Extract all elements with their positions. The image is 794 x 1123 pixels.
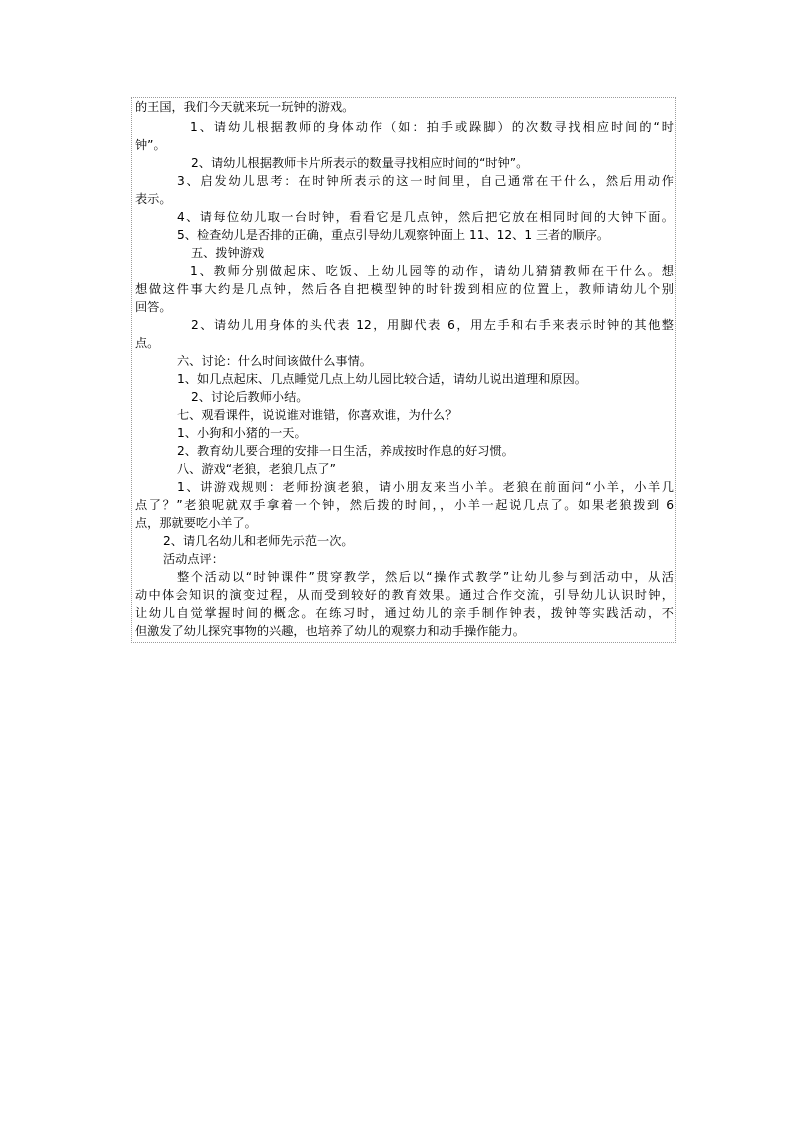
text-line: 钟”。 [135, 138, 166, 152]
text-line: 整个活动以“时钟课件”贯穿教学，然后以“操作式教学”让幼儿参与到活动中，从活 [177, 570, 674, 584]
text-line: 八、游戏“老狼，老狼几点了” [177, 462, 336, 476]
text-line: 五、拨钟游戏 [191, 246, 265, 260]
text-line: 七、观看课件，说说谁对谁错，你喜欢谁，为什么？ [177, 408, 458, 422]
text-line: 2、请幼儿用身体的头代表 12，用脚代表 6，用左手和右手来表示时钟的其他整 [191, 318, 674, 332]
text-line: 2、请几名幼儿和老师先示范一次。 [163, 534, 354, 548]
text-line: 表示。 [135, 192, 172, 206]
text-line: 活动点评： [163, 552, 224, 566]
text-line: 1、请幼儿根据教师的身体动作（如：拍手或跺脚）的次数寻找相应时间的“时 [190, 120, 674, 134]
lesson-text-box [131, 97, 676, 643]
text-line: 2、讨论后教师小结。 [191, 390, 309, 404]
text-line: 点了？”老狼呢就双手拿着一个钟，然后拨的时间，，小羊一起说几点了。如果老狼拨到 6 [135, 498, 674, 512]
text-line: 1、教师分别做起床、吃饭、上幼儿园等的动作，请幼儿猜猜教师在干什么。想 [190, 264, 674, 278]
text-line: 点。 [135, 336, 160, 350]
text-line: 5、检查幼儿是否排的正确，重点引导幼儿观察钟面上 11、12、1 三者的顺序。 [177, 228, 610, 242]
text-line: 让幼儿自觉掌握时间的概念。在练习时，通过幼儿的亲手制作钟表，拨钟等实践活动，不 [135, 606, 674, 620]
text-line: 动中体会知识的演变过程，从而受到较好的教育效果。通过合作交流，引导幼儿认识时钟， [135, 588, 674, 602]
text-line: 的王国，我们今天就来玩一玩钟的游戏。 [135, 100, 355, 114]
text-line: 2、教育幼儿要合理的安排一日生活，养成按时作息的好习惯。 [177, 444, 514, 458]
text-line: 1、小狗和小猪的一天。 [177, 426, 307, 440]
text-line: 六、讨论：什么时间该做什么事情。 [177, 354, 372, 368]
text-line: 点，那就要吃小羊了。 [135, 516, 257, 530]
text-line: 但激发了幼儿探究事物的兴趣，也培养了幼儿的观察力和动手操作能力。 [135, 624, 525, 638]
text-line: 想做这件事大约是几点钟，然后各自把模型钟的时针拨到相应的位置上，教师请幼儿个别 [135, 282, 674, 296]
text-line: 回答。 [135, 300, 172, 314]
text-line: 4、请每位幼儿取一台时钟，看看它是几点钟，然后把它放在相同时间的大钟下面。 [177, 210, 674, 224]
text-line: 3、启发幼儿思考：在时钟所表示的这一时间里，自己通常在干什么，然后用动作 [177, 174, 674, 188]
text-line: 1、讲游戏规则：老师扮演老狼，请小朋友来当小羊。老狼在前面问“小羊，小羊几 [177, 480, 674, 494]
text-line: 1、如几点起床、几点睡觉几点上幼儿园比较合适，请幼儿说出道理和原因。 [177, 372, 587, 386]
text-line: 2、请幼儿根据教师卡片所表示的数量寻找相应时间的“时钟”。 [191, 156, 529, 170]
